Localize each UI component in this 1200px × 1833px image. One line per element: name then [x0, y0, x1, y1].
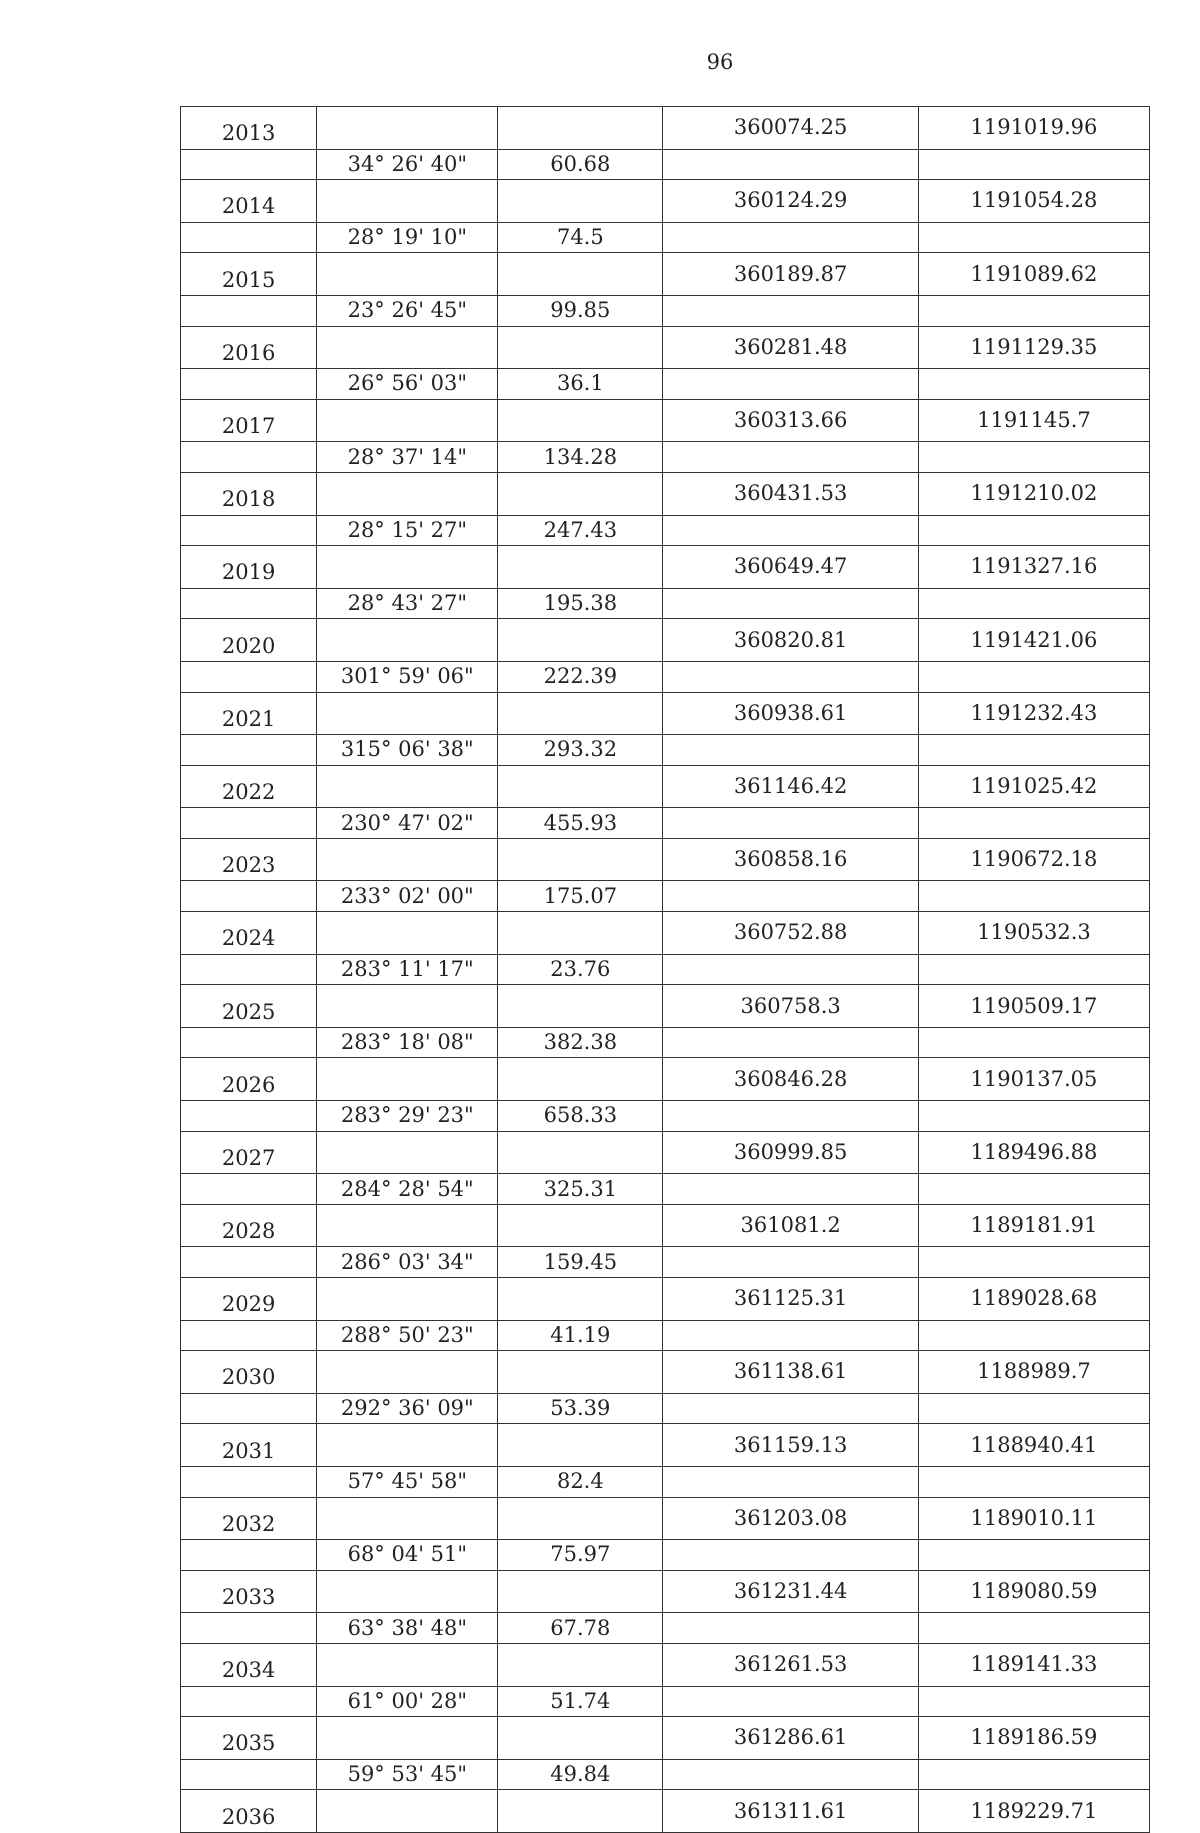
distance-cell-empty: [498, 180, 663, 223]
distance-cell-empty: [498, 472, 663, 515]
easting-value: 1189010.11: [918, 1497, 1149, 1540]
bearing-cell-empty: [317, 619, 498, 662]
easting-value: 1188989.7: [918, 1351, 1149, 1394]
northing-cell-empty: [663, 881, 919, 912]
distance-value: 325.31: [498, 1174, 663, 1205]
northing-value: 360074.25: [663, 107, 919, 150]
station-number: 2026: [181, 1058, 317, 1101]
bearing-cell-empty: [317, 253, 498, 296]
northing-value: 361203.08: [663, 1497, 919, 1540]
easting-value: 1191145.7: [918, 399, 1149, 442]
station-row: [181, 1204, 1150, 1247]
northing-value: 360820.81: [663, 619, 919, 662]
leg-row: [181, 1540, 1150, 1571]
leg-row: [181, 442, 1150, 473]
station-cell-empty: [181, 588, 317, 619]
leg-row: [181, 588, 1150, 619]
station-row: [181, 546, 1150, 589]
leg-row: [181, 1174, 1150, 1205]
station-cell-empty: [181, 515, 317, 546]
station-number: 2027: [181, 1131, 317, 1174]
bearing-value: 28° 43' 27": [317, 588, 498, 619]
easting-value: 1189080.59: [918, 1570, 1149, 1613]
northing-value: 361146.42: [663, 765, 919, 808]
distance-value: 134.28: [498, 442, 663, 473]
northing-cell-empty: [663, 735, 919, 766]
easting-cell-empty: [918, 369, 1149, 400]
station-number: 2034: [181, 1643, 317, 1686]
bearing-cell-empty: [317, 692, 498, 735]
bearing-cell-empty: [317, 912, 498, 955]
easting-cell-empty: [918, 222, 1149, 253]
northing-value: 360846.28: [663, 1058, 919, 1101]
station-row: [181, 472, 1150, 515]
distance-value: 36.1: [498, 369, 663, 400]
station-number: 2028: [181, 1204, 317, 1247]
station-number: 2032: [181, 1497, 317, 1540]
northing-value: 361311.61: [663, 1790, 919, 1833]
leg-row: [181, 1613, 1150, 1644]
easting-cell-empty: [918, 735, 1149, 766]
bearing-value: 284° 28' 54": [317, 1174, 498, 1205]
northing-cell-empty: [663, 1247, 919, 1278]
station-row: [181, 326, 1150, 369]
northing-value: 360313.66: [663, 399, 919, 442]
distance-cell-empty: [498, 985, 663, 1028]
station-number: 2015: [181, 253, 317, 296]
station-number: 2036: [181, 1790, 317, 1833]
leg-row: [181, 808, 1150, 839]
table-body: [181, 107, 1150, 1833]
bearing-value: 283° 29' 23": [317, 1101, 498, 1132]
station-row: [181, 912, 1150, 955]
bearing-value: 34° 26' 40": [317, 149, 498, 180]
station-cell-empty: [181, 954, 317, 985]
bearing-cell-empty: [317, 1204, 498, 1247]
bearing-value: 230° 47' 02": [317, 808, 498, 839]
easting-cell-empty: [918, 808, 1149, 839]
station-row: [181, 1570, 1150, 1613]
distance-cell-empty: [498, 912, 663, 955]
station-cell-empty: [181, 1027, 317, 1058]
station-cell-empty: [181, 222, 317, 253]
distance-cell-empty: [498, 1131, 663, 1174]
leg-row: [181, 369, 1150, 400]
station-cell-empty: [181, 149, 317, 180]
northing-cell-empty: [663, 1759, 919, 1790]
distance-cell-empty: [498, 1058, 663, 1101]
distance-value: 60.68: [498, 149, 663, 180]
station-cell-empty: [181, 1613, 317, 1644]
northing-cell-empty: [663, 1174, 919, 1205]
distance-cell-empty: [498, 253, 663, 296]
bearing-value: 68° 04' 51": [317, 1540, 498, 1571]
distance-value: 82.4: [498, 1466, 663, 1497]
easting-value: 1191019.96: [918, 107, 1149, 150]
easting-value: 1190532.3: [918, 912, 1149, 955]
northing-value: 360124.29: [663, 180, 919, 223]
bearing-cell-empty: [317, 546, 498, 589]
northing-value: 361231.44: [663, 1570, 919, 1613]
station-row: [181, 1351, 1150, 1394]
station-row: [181, 1717, 1150, 1760]
station-cell-empty: [181, 735, 317, 766]
bearing-value: 292° 36' 09": [317, 1393, 498, 1424]
station-cell-empty: [181, 1759, 317, 1790]
northing-value: 360752.88: [663, 912, 919, 955]
distance-value: 247.43: [498, 515, 663, 546]
station-number: 2020: [181, 619, 317, 662]
station-cell-empty: [181, 1686, 317, 1717]
easting-cell-empty: [918, 515, 1149, 546]
distance-cell-empty: [498, 1497, 663, 1540]
bearing-cell-empty: [317, 1497, 498, 1540]
easting-value: 1189141.33: [918, 1643, 1149, 1686]
northing-value: 361261.53: [663, 1643, 919, 1686]
bearing-cell-empty: [317, 107, 498, 150]
station-cell-empty: [181, 808, 317, 839]
distance-cell-empty: [498, 546, 663, 589]
station-number: 2025: [181, 985, 317, 1028]
bearing-cell-empty: [317, 399, 498, 442]
distance-cell-empty: [498, 399, 663, 442]
easting-cell-empty: [918, 1540, 1149, 1571]
easting-cell-empty: [918, 442, 1149, 473]
northing-value: 360938.61: [663, 692, 919, 735]
station-number: 2016: [181, 326, 317, 369]
northing-cell-empty: [663, 1540, 919, 1571]
easting-cell-empty: [918, 588, 1149, 619]
easting-value: 1189186.59: [918, 1717, 1149, 1760]
easting-value: 1189229.71: [918, 1790, 1149, 1833]
distance-cell-empty: [498, 1204, 663, 1247]
easting-value: 1189496.88: [918, 1131, 1149, 1174]
station-number: 2031: [181, 1424, 317, 1467]
easting-value: 1191421.06: [918, 619, 1149, 662]
station-row: [181, 399, 1150, 442]
page-number: 96: [706, 50, 734, 74]
station-row: [181, 107, 1150, 150]
distance-value: 658.33: [498, 1101, 663, 1132]
station-number: 2033: [181, 1570, 317, 1613]
leg-row: [181, 1466, 1150, 1497]
station-row: [181, 1278, 1150, 1321]
distance-cell-empty: [498, 1351, 663, 1394]
bearing-value: 288° 50' 23": [317, 1320, 498, 1351]
distance-cell-empty: [498, 1424, 663, 1467]
distance-value: 222.39: [498, 661, 663, 692]
leg-row: [181, 954, 1150, 985]
easting-cell-empty: [918, 1759, 1149, 1790]
bearing-cell-empty: [317, 1424, 498, 1467]
northing-value: 360758.3: [663, 985, 919, 1028]
station-number: 2022: [181, 765, 317, 808]
easting-value: 1191327.16: [918, 546, 1149, 589]
station-number: 2023: [181, 838, 317, 881]
bearing-value: 28° 37' 14": [317, 442, 498, 473]
easting-cell-empty: [918, 149, 1149, 180]
northing-value: 360281.48: [663, 326, 919, 369]
station-number: 2013: [181, 107, 317, 150]
northing-value: 360431.53: [663, 472, 919, 515]
leg-row: [181, 222, 1150, 253]
easting-value: 1191025.42: [918, 765, 1149, 808]
easting-value: 1191054.28: [918, 180, 1149, 223]
bearing-cell-empty: [317, 1717, 498, 1760]
northing-cell-empty: [663, 588, 919, 619]
leg-row: [181, 1686, 1150, 1717]
station-row: [181, 692, 1150, 735]
easting-cell-empty: [918, 1613, 1149, 1644]
bearing-cell-empty: [317, 1643, 498, 1686]
northing-cell-empty: [663, 1101, 919, 1132]
bearing-value: 57° 45' 58": [317, 1466, 498, 1497]
easting-value: 1190137.05: [918, 1058, 1149, 1101]
northing-cell-empty: [663, 515, 919, 546]
easting-value: 1191210.02: [918, 472, 1149, 515]
distance-cell-empty: [498, 107, 663, 150]
northing-cell-empty: [663, 1027, 919, 1058]
distance-value: 49.84: [498, 1759, 663, 1790]
bearing-value: 315° 06' 38": [317, 735, 498, 766]
leg-row: [181, 881, 1150, 912]
distance-value: 195.38: [498, 588, 663, 619]
bearing-cell-empty: [317, 1351, 498, 1394]
easting-value: 1188940.41: [918, 1424, 1149, 1467]
northing-value: 361081.2: [663, 1204, 919, 1247]
station-row: [181, 1131, 1150, 1174]
easting-cell-empty: [918, 1027, 1149, 1058]
easting-value: 1189028.68: [918, 1278, 1149, 1321]
easting-value: 1191129.35: [918, 326, 1149, 369]
northing-cell-empty: [663, 808, 919, 839]
distance-cell-empty: [498, 1278, 663, 1321]
easting-cell-empty: [918, 1247, 1149, 1278]
station-row: [181, 985, 1150, 1028]
northing-cell-empty: [663, 1393, 919, 1424]
northing-cell-empty: [663, 369, 919, 400]
leg-row: [181, 661, 1150, 692]
station-row: [181, 1424, 1150, 1467]
bearing-value: 63° 38' 48": [317, 1613, 498, 1644]
bearing-value: 28° 19' 10": [317, 222, 498, 253]
station-row: [181, 1058, 1150, 1101]
distance-cell-empty: [498, 692, 663, 735]
easting-cell-empty: [918, 881, 1149, 912]
northing-cell-empty: [663, 661, 919, 692]
easting-cell-empty: [918, 1393, 1149, 1424]
station-cell-empty: [181, 1101, 317, 1132]
northing-value: 361138.61: [663, 1351, 919, 1394]
bearing-value: 59° 53' 45": [317, 1759, 498, 1790]
station-row: [181, 619, 1150, 662]
station-row: [181, 838, 1150, 881]
bearing-value: 61° 00' 28": [317, 1686, 498, 1717]
station-cell-empty: [181, 661, 317, 692]
station-number: 2029: [181, 1278, 317, 1321]
easting-value: 1190509.17: [918, 985, 1149, 1028]
station-cell-empty: [181, 1320, 317, 1351]
northing-cell-empty: [663, 1613, 919, 1644]
easting-value: 1191232.43: [918, 692, 1149, 735]
station-row: [181, 1497, 1150, 1540]
distance-cell-empty: [498, 1570, 663, 1613]
bearing-cell-empty: [317, 180, 498, 223]
bearing-cell-empty: [317, 1790, 498, 1833]
northing-cell-empty: [663, 149, 919, 180]
leg-row: [181, 295, 1150, 326]
bearing-cell-empty: [317, 765, 498, 808]
distance-value: 67.78: [498, 1613, 663, 1644]
bearing-cell-empty: [317, 985, 498, 1028]
bearing-value: 23° 26' 45": [317, 295, 498, 326]
easting-value: 1190672.18: [918, 838, 1149, 881]
distance-value: 293.32: [498, 735, 663, 766]
station-row: [181, 253, 1150, 296]
leg-row: [181, 1027, 1150, 1058]
station-cell-empty: [181, 1247, 317, 1278]
northing-value: 361159.13: [663, 1424, 919, 1467]
leg-row: [181, 515, 1150, 546]
bearing-value: 233° 02' 00": [317, 881, 498, 912]
station-cell-empty: [181, 442, 317, 473]
station-cell-empty: [181, 1466, 317, 1497]
bearing-value: 28° 15' 27": [317, 515, 498, 546]
distance-cell-empty: [498, 1643, 663, 1686]
bearing-cell-empty: [317, 1058, 498, 1101]
distance-value: 99.85: [498, 295, 663, 326]
easting-value: 1191089.62: [918, 253, 1149, 296]
distance-cell-empty: [498, 838, 663, 881]
easting-cell-empty: [918, 661, 1149, 692]
bearing-cell-empty: [317, 1278, 498, 1321]
distance-value: 53.39: [498, 1393, 663, 1424]
station-cell-empty: [181, 1393, 317, 1424]
leg-row: [181, 1759, 1150, 1790]
easting-cell-empty: [918, 295, 1149, 326]
northing-cell-empty: [663, 295, 919, 326]
distance-value: 75.97: [498, 1540, 663, 1571]
distance-cell-empty: [498, 765, 663, 808]
bearing-cell-empty: [317, 838, 498, 881]
station-number: 2021: [181, 692, 317, 735]
distance-cell-empty: [498, 1717, 663, 1760]
easting-cell-empty: [918, 1686, 1149, 1717]
station-number: 2018: [181, 472, 317, 515]
station-number: 2019: [181, 546, 317, 589]
distance-value: 41.19: [498, 1320, 663, 1351]
northing-cell-empty: [663, 1686, 919, 1717]
easting-cell-empty: [918, 1320, 1149, 1351]
northing-value: 361125.31: [663, 1278, 919, 1321]
distance-value: 51.74: [498, 1686, 663, 1717]
station-number: 2014: [181, 180, 317, 223]
station-cell-empty: [181, 295, 317, 326]
northing-value: 360858.16: [663, 838, 919, 881]
leg-row: [181, 1393, 1150, 1424]
leg-row: [181, 1101, 1150, 1132]
northing-value: 360189.87: [663, 253, 919, 296]
bearing-value: 286° 03' 34": [317, 1247, 498, 1278]
distance-value: 74.5: [498, 222, 663, 253]
northing-value: 360649.47: [663, 546, 919, 589]
northing-value: 361286.61: [663, 1717, 919, 1760]
leg-row: [181, 1247, 1150, 1278]
bearing-value: 26° 56' 03": [317, 369, 498, 400]
coordinate-table: [180, 106, 1150, 1833]
station-row: [181, 1643, 1150, 1686]
easting-cell-empty: [918, 1174, 1149, 1205]
leg-row: [181, 149, 1150, 180]
northing-cell-empty: [663, 1466, 919, 1497]
station-cell-empty: [181, 881, 317, 912]
station-row: [181, 765, 1150, 808]
station-cell-empty: [181, 369, 317, 400]
northing-cell-empty: [663, 442, 919, 473]
bearing-cell-empty: [317, 1570, 498, 1613]
bearing-value: 283° 18' 08": [317, 1027, 498, 1058]
easting-cell-empty: [918, 1466, 1149, 1497]
distance-cell-empty: [498, 1790, 663, 1833]
station-row: [181, 180, 1150, 223]
easting-cell-empty: [918, 954, 1149, 985]
distance-value: 159.45: [498, 1247, 663, 1278]
northing-cell-empty: [663, 222, 919, 253]
leg-row: [181, 735, 1150, 766]
distance-value: 382.38: [498, 1027, 663, 1058]
bearing-cell-empty: [317, 326, 498, 369]
station-row: [181, 1790, 1150, 1833]
distance-cell-empty: [498, 619, 663, 662]
station-number: 2035: [181, 1717, 317, 1760]
bearing-cell-empty: [317, 472, 498, 515]
northing-cell-empty: [663, 1320, 919, 1351]
easting-cell-empty: [918, 1101, 1149, 1132]
station-number: 2024: [181, 912, 317, 955]
station-cell-empty: [181, 1540, 317, 1571]
easting-value: 1189181.91: [918, 1204, 1149, 1247]
distance-cell-empty: [498, 326, 663, 369]
distance-value: 455.93: [498, 808, 663, 839]
distance-value: 175.07: [498, 881, 663, 912]
distance-value: 23.76: [498, 954, 663, 985]
northing-cell-empty: [663, 954, 919, 985]
station-number: 2017: [181, 399, 317, 442]
station-cell-empty: [181, 1174, 317, 1205]
bearing-value: 283° 11' 17": [317, 954, 498, 985]
bearing-value: 301° 59' 06": [317, 661, 498, 692]
northing-value: 360999.85: [663, 1131, 919, 1174]
station-number: 2030: [181, 1351, 317, 1394]
bearing-cell-empty: [317, 1131, 498, 1174]
leg-row: [181, 1320, 1150, 1351]
